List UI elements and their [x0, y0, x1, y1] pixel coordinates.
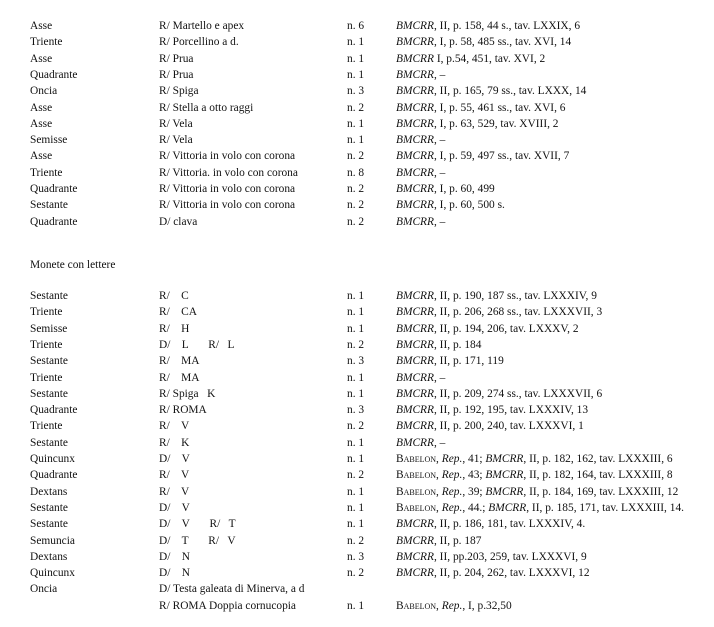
- reference-part: BMCRR: [396, 387, 434, 400]
- reference-part: , II, p. 206, 268 ss., tav. LXXXVII, 3: [433, 306, 603, 319]
- denomination: Asse: [30, 52, 53, 65]
- reference-part: Rep.: [441, 599, 463, 612]
- coin-row: [0, 148, 714, 164]
- reference-part: BMCRR: [396, 322, 434, 335]
- reference-part: ,: [436, 599, 442, 612]
- denomination: Oncia: [30, 583, 58, 596]
- reference-part: BMCRR: [488, 501, 527, 514]
- reference-part: BMCRR: [396, 290, 434, 302]
- catalogue-reference: [396, 337, 481, 353]
- reference-part: BMCRR: [396, 420, 434, 433]
- type-description: D/ V: [159, 453, 190, 465]
- coin-row: [0, 581, 714, 597]
- reference-part: , II, p. 184, 169, tav. LXXXIII, 12: [523, 485, 679, 498]
- coin-row: [0, 214, 714, 230]
- catalogue-reference: [396, 288, 597, 304]
- coin-row: [0, 353, 714, 369]
- type-description: R/ Spiga: [159, 85, 199, 98]
- type-description: D/ Testa galeata di Minerva, a d: [159, 583, 305, 596]
- denomination: Asse: [30, 117, 53, 130]
- reference-part: BMCRR: [396, 117, 434, 130]
- coin-count: n. 2: [347, 567, 365, 580]
- reference-part: Rep.: [441, 469, 463, 482]
- denomination: Sestante: [30, 436, 68, 449]
- coin-row: [0, 500, 714, 516]
- denomination: Quadrante: [30, 404, 78, 417]
- reference-part: BMCRR: [396, 567, 434, 580]
- type-description: R/ Vittoria. in volo con corona: [159, 166, 298, 179]
- reference-part: , 43;: [462, 469, 486, 482]
- type-description: R/ Vittoria in volo con corona: [159, 183, 296, 195]
- coin-count: n. 1: [347, 518, 365, 531]
- reference-part: BMCRR: [485, 469, 524, 482]
- catalogue-reference: [396, 148, 569, 164]
- type-description: R/ Martello e apex: [159, 20, 245, 32]
- reference-part: BMCRR: [396, 215, 434, 228]
- reference-part: , II, p. 204, 262, tav. LXXXVI, 12: [433, 567, 590, 580]
- coin-row: [0, 451, 714, 467]
- reference-part: Babelon: [396, 453, 437, 465]
- denomination: Sestante: [30, 387, 68, 400]
- reference-part: BMCRR: [396, 85, 434, 98]
- reference-part: , –: [433, 166, 446, 179]
- reference-part: , II, p. 190, 187 ss., tav. LXXXIV, 9: [433, 290, 597, 302]
- catalogue-reference: [396, 165, 445, 181]
- section-heading: Monete con lettere: [30, 259, 116, 271]
- denomination: Triente: [30, 306, 63, 319]
- coin-row: [0, 435, 714, 451]
- coin-row: [0, 370, 714, 386]
- denomination: Sestante: [30, 501, 68, 514]
- reference-part: , I, p. 60, 500 s.: [433, 199, 505, 212]
- denomination: Triente: [30, 166, 63, 179]
- reference-part: ,: [436, 453, 442, 465]
- reference-part: BMCRR: [396, 101, 434, 114]
- coin-count: n. 3: [347, 550, 365, 563]
- catalogue-reference: [396, 565, 590, 581]
- denomination: Oncia: [30, 85, 58, 98]
- reference-part: BMCRR: [396, 534, 434, 547]
- type-description: R/ CA: [159, 306, 197, 319]
- coin-row: [0, 288, 714, 304]
- type-description: R/ V: [159, 469, 190, 482]
- reference-part: , II, p. 186, 181, tav. LXXXIV, 4.: [433, 518, 586, 531]
- coin-count: n. 1: [347, 599, 365, 612]
- denomination: Triente: [30, 36, 63, 49]
- denomination: Quadrante: [30, 215, 78, 228]
- coin-row: [0, 418, 714, 434]
- reference-part: , 44.;: [462, 501, 489, 514]
- coin-row: [0, 51, 714, 67]
- coin-count: n. 1: [347, 387, 365, 400]
- reference-part: , 39;: [462, 485, 486, 498]
- type-description: R/ Porcellino a d.: [159, 36, 239, 49]
- coin-row: [0, 321, 714, 337]
- catalogue-reference: [396, 484, 678, 500]
- denomination: Asse: [30, 150, 53, 163]
- denomination: Semuncia: [30, 534, 75, 547]
- coin-row: [0, 18, 714, 34]
- coin-count: n. 6: [347, 20, 365, 32]
- type-description: R/ ROMA: [159, 404, 207, 417]
- catalogue-reference: [396, 533, 481, 549]
- coin-row: [0, 467, 714, 483]
- reference-part: BMCRR: [396, 150, 434, 163]
- coin-count: n. 1: [347, 52, 365, 65]
- reference-part: , 41;: [462, 453, 486, 465]
- reference-part: , II, p. 187: [433, 534, 482, 547]
- reference-part: BMCRR: [396, 371, 434, 384]
- reference-part: Babelon: [396, 469, 437, 482]
- reference-part: BMCRR: [396, 436, 434, 449]
- reference-part: , II, pp.203, 259, tav. LXXXVI, 9: [433, 550, 587, 563]
- reference-part: BMCRR: [396, 404, 434, 417]
- catalogue-reference: [396, 214, 445, 230]
- coin-count: n. 2: [347, 420, 365, 433]
- reference-part: BMCRR: [396, 306, 434, 319]
- reference-part: ,: [436, 485, 442, 498]
- catalogue-reference: [396, 34, 571, 50]
- catalogue-reference: [396, 304, 602, 320]
- type-description: D/ clava: [159, 215, 198, 228]
- reference-part: ,: [436, 501, 442, 514]
- type-description: R/ Spiga K: [159, 387, 216, 400]
- reference-part: , I, p.32,50: [462, 599, 512, 612]
- reference-part: , II, p. 171, 119: [433, 355, 504, 368]
- reference-part: , II, p. 194, 206, tav. LXXXV, 2: [433, 322, 579, 335]
- coin-row: [0, 533, 714, 549]
- reference-part: , I, p. 59, 497 ss., tav. XVII, 7: [433, 150, 570, 163]
- reference-part: , –: [433, 436, 446, 449]
- coin-count: n. 1: [347, 322, 365, 335]
- reference-part: BMCRR: [485, 485, 524, 498]
- coin-row: [0, 304, 714, 320]
- denomination: Asse: [30, 101, 53, 114]
- catalogue-reference: [396, 451, 673, 467]
- type-description: R/ Vela: [159, 117, 193, 130]
- coin-row: [0, 165, 714, 181]
- type-description: R/ Vittoria in volo con corona: [159, 199, 296, 212]
- catalogue-reference: [396, 181, 495, 197]
- coin-row: [0, 549, 714, 565]
- denomination: Sestante: [30, 355, 68, 368]
- reference-part: BMCRR: [396, 518, 434, 531]
- coin-count: n. 1: [347, 485, 365, 498]
- reference-part: BMCRR: [396, 550, 434, 563]
- catalogue-reference: [396, 353, 504, 369]
- reference-part: , II, p. 182, 162, tav. LXXXIII, 6: [523, 453, 673, 465]
- reference-part: BMCRR: [396, 166, 434, 179]
- reference-part: BMCRR: [396, 52, 434, 65]
- denomination: Quadrante: [30, 68, 78, 81]
- reference-part: Babelon: [396, 485, 437, 498]
- coin-count: n. 1: [347, 36, 365, 49]
- reference-part: Rep.: [441, 485, 463, 498]
- denomination: Sestante: [30, 290, 68, 302]
- coin-row: [0, 484, 714, 500]
- type-description: R/ V: [159, 420, 190, 433]
- coin-count: n. 2: [347, 215, 365, 228]
- catalogue-reference: [396, 321, 579, 337]
- reference-part: , I, p. 63, 529, tav. XVIII, 2: [433, 117, 559, 130]
- type-description: R/ K: [159, 436, 190, 449]
- catalogue-reference: [396, 402, 588, 418]
- coin-row: [0, 67, 714, 83]
- coin-row: [0, 386, 714, 402]
- reference-part: , I, p. 60, 499: [433, 183, 495, 195]
- coin-row: [0, 116, 714, 132]
- type-description: R/ C: [159, 290, 189, 302]
- reference-part: BMCRR: [396, 338, 434, 351]
- type-description: R/ MA: [159, 371, 200, 384]
- reference-part: Rep.: [441, 453, 463, 465]
- denomination: Semisse: [30, 322, 68, 335]
- type-description: R/ Prua: [159, 52, 194, 65]
- type-description: R/ Vela: [159, 134, 193, 147]
- denomination: Triente: [30, 420, 63, 433]
- denomination: Sestante: [30, 199, 68, 212]
- catalogue-reference: [396, 516, 585, 532]
- coin-count: n. 2: [347, 534, 365, 547]
- reference-part: Babelon: [396, 599, 437, 612]
- coin-count: n. 2: [347, 469, 365, 482]
- reference-part: , II, p. 209, 274 ss., tav. LXXXVII, 6: [433, 387, 603, 400]
- coin-row: [0, 516, 714, 532]
- catalogue-reference: [396, 598, 512, 614]
- coin-count: n. 1: [347, 453, 365, 465]
- coin-row: [0, 402, 714, 418]
- coin-count: n. 2: [347, 101, 365, 114]
- catalogue-reference: [396, 370, 445, 386]
- denomination: Triente: [30, 371, 63, 384]
- catalogue-reference: [396, 549, 587, 565]
- reference-part: I, p.54, 451, tav. XVI, 2: [433, 52, 546, 65]
- reference-part: BMCRR: [396, 199, 434, 212]
- coin-row: [0, 132, 714, 148]
- reference-part: BMCRR: [396, 355, 434, 368]
- reference-part: BMCRR: [396, 134, 434, 147]
- denomination: Dextans: [30, 550, 68, 563]
- reference-part: BMCRR: [485, 453, 524, 465]
- coin-count: n. 1: [347, 290, 365, 302]
- coin-row: [0, 83, 714, 99]
- coin-count: n. 8: [347, 166, 365, 179]
- reference-part: BMCRR: [396, 68, 434, 81]
- reference-part: Rep.: [441, 501, 463, 514]
- type-description: D/ V: [159, 501, 190, 514]
- catalogue-reference: [396, 51, 545, 67]
- coin-count: n. 1: [347, 134, 365, 147]
- coin-row: [0, 100, 714, 116]
- coin-count: n. 1: [347, 371, 365, 384]
- coin-count: n. 2: [347, 183, 365, 195]
- reference-part: , II, p. 200, 240, tav. LXXXVI, 1: [433, 420, 584, 433]
- coin-count: n. 2: [347, 150, 365, 163]
- denomination: Sestante: [30, 518, 68, 531]
- catalogue-reference: [396, 197, 505, 213]
- coin-count: n. 1: [347, 436, 365, 449]
- reference-part: , II, p. 184: [433, 338, 482, 351]
- reference-part: , II, p. 182, 164, tav. LXXXIII, 8: [523, 469, 673, 482]
- type-description: D/ T R/ V: [159, 534, 236, 547]
- denomination: Dextans: [30, 485, 68, 498]
- reference-part: , I, p. 58, 485 ss., tav. XVI, 14: [433, 36, 572, 49]
- reference-part: , II, p. 192, 195, tav. LXXXIV, 13: [433, 404, 589, 417]
- reference-part: , –: [433, 215, 446, 228]
- coin-count: n. 3: [347, 404, 365, 417]
- denomination: Triente: [30, 338, 63, 351]
- type-description: D/ V R/ T: [159, 518, 236, 531]
- coin-row: [0, 197, 714, 213]
- type-description: R/ H: [159, 322, 190, 335]
- catalogue-reference: [396, 386, 602, 402]
- type-description: D/ N: [159, 567, 191, 580]
- reference-part: , II, p. 165, 79 ss., tav. LXXX, 14: [433, 85, 587, 98]
- catalogue-reference: [396, 418, 584, 434]
- coin-count: n. 1: [347, 501, 365, 514]
- coin-count: n. 1: [347, 117, 365, 130]
- reference-part: , –: [433, 134, 446, 147]
- catalogue-reference: [396, 67, 445, 83]
- reference-part: BMCRR: [396, 20, 434, 32]
- coin-count: n. 2: [347, 338, 365, 351]
- coin-count: n. 1: [347, 68, 365, 81]
- reference-part: Babelon: [396, 501, 437, 514]
- coin-count: n. 2: [347, 199, 365, 212]
- denomination: Quincunx: [30, 567, 75, 580]
- coin-row: [0, 565, 714, 581]
- coin-row: [0, 181, 714, 197]
- reference-part: , –: [433, 68, 446, 81]
- type-description: R/ ROMA Doppia cornucopia: [159, 599, 296, 612]
- type-description: R/ V: [159, 485, 190, 498]
- reference-part: , I, p. 55, 461 ss., tav. XVI, 6: [433, 101, 566, 114]
- type-description: D/ N: [159, 550, 191, 563]
- coin-row: [0, 598, 714, 614]
- denomination: Quadrante: [30, 183, 78, 195]
- denomination: Quincunx: [30, 453, 75, 465]
- type-description: R/ Vittoria in volo con corona: [159, 150, 296, 163]
- reference-part: BMCRR: [396, 36, 434, 49]
- reference-part: , –: [433, 371, 446, 384]
- type-description: D/ L R/ L: [159, 338, 235, 351]
- catalogue-reference: [396, 83, 586, 99]
- coin-count: n. 1: [347, 306, 365, 319]
- catalogue-reference: [396, 132, 445, 148]
- coin-count: n. 3: [347, 355, 365, 368]
- catalogue-reference: [396, 500, 684, 516]
- catalogue-reference: [396, 116, 559, 132]
- catalogue-reference: [396, 435, 445, 451]
- coin-row: [0, 34, 714, 50]
- coin-count: n. 3: [347, 85, 365, 98]
- catalogue-reference: [396, 467, 673, 483]
- type-description: R/ Prua: [159, 68, 194, 81]
- reference-part: ,: [436, 469, 442, 482]
- reference-part: , II, p. 158, 44 s., tav. LXXIX, 6: [433, 20, 581, 32]
- type-description: R/ MA: [159, 355, 200, 368]
- reference-part: , II, p. 185, 171, tav. LXXXIII, 14.: [526, 501, 684, 514]
- catalogue-reference: [396, 100, 565, 116]
- denomination: Quadrante: [30, 469, 78, 482]
- type-description: R/ Stella a otto raggi: [159, 101, 254, 114]
- reference-part: BMCRR: [396, 183, 434, 195]
- coin-row: [0, 337, 714, 353]
- catalogue-reference: [396, 18, 580, 34]
- denomination: Asse: [30, 20, 53, 32]
- denomination: Semisse: [30, 134, 68, 147]
